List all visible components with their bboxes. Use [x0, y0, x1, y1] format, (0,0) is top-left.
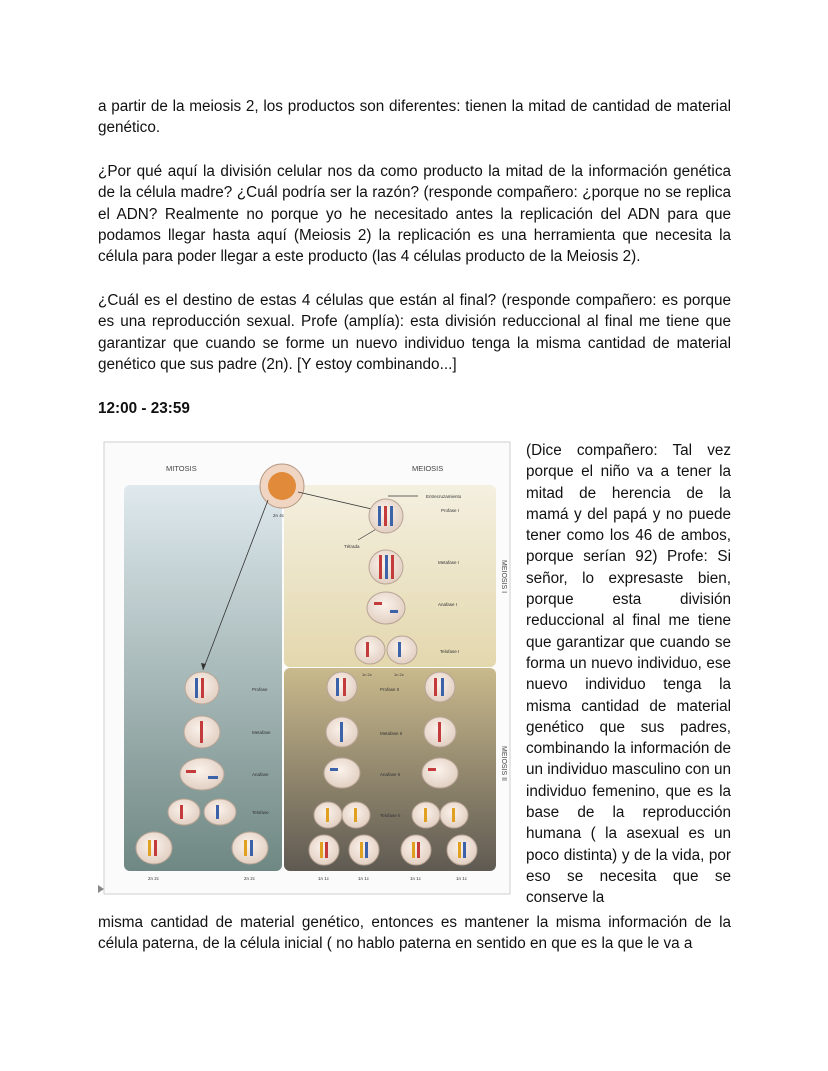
start-cell-label: 2n 4c [273, 513, 285, 518]
tetrada-label: Tétrada [344, 544, 360, 549]
bottom-label-5: 1n 1c [456, 876, 468, 881]
phase-m2-3: Telofase II [380, 813, 401, 818]
phase-m1-0: Profase I [441, 508, 460, 513]
mitosis-meiosis-figure [98, 440, 518, 898]
phase-mit-0: Profase [252, 687, 268, 692]
paragraph-conclusion: misma cantidad de material genético, entonces es mantener la misma información de la célula paterna, de la célula inicial ( no hablo paterna en sentido en que es la que le va a [98, 914, 731, 953]
entrecruzamiento-label: Entrecruzamiento [426, 494, 462, 499]
phase-m2-0: Profase II [380, 687, 400, 692]
bottom-label-3: 1n 1c [358, 876, 370, 881]
bottom-label-0: 2n 2c [148, 876, 160, 881]
phase-m2-1: Metafase II [380, 731, 403, 736]
meiosis-title: MEIOSIS [412, 464, 444, 473]
telo1-left-label: 1n 2c [362, 672, 372, 677]
meiosis1-side-label: MEIOSIS I [500, 560, 507, 594]
phase-m1-2: Anafase I [438, 602, 458, 607]
mitosis-title: MITOSIS [166, 464, 197, 473]
phase-mit-3: Telofase [252, 810, 269, 815]
phase-mit-1: Metafase [252, 730, 271, 735]
bottom-label-2: 1n 1c [318, 876, 330, 881]
time-heading: 12:00 - 23:59 [98, 400, 190, 417]
paragraph-question-destiny: ¿Cuál es el destino de estas 4 células que están al final? (responde compañero: es porque es una reproducción sexual. Profe (amplía): esta división reduccional al final me tiene que garantizar que cuando se forme un nuevo individuo tenga la misma cantidad de material genético que sus padre (2n). [Y estoy combinando...] [98, 292, 731, 373]
paragraph-meiosis2-products: a partir de la meiosis 2, los productos son diferentes: tienen la mitad de cantidad de material genético. [98, 98, 731, 137]
phase-m2-2: Anafase II [380, 772, 401, 777]
bottom-label-1: 2n 2c [244, 876, 256, 881]
meiosis2-side-label: MEIOSIS II [500, 746, 507, 782]
phase-m1-1: Metafase I [438, 560, 460, 565]
phase-mit-2: Anafase [252, 772, 269, 777]
paragraph-question-half-info: ¿Por qué aquí la división celular nos da como producto la mitad de la información genética de la célula madre? ¿Cuál podría ser la razón? (responde compañero: ¿porque no se replica el ADN? Realmente no porque yo he necesitado antes la replicación del ADN para que podamos llegar hasta aquí (Meiosis 2) la replicación es una herramienta que necesita la célula para poder llegar a este producto (las 4 células producto de la Meiosis 2). [98, 163, 731, 266]
play-marker-icon [98, 885, 104, 893]
bottom-label-4: 1n 1c [410, 876, 422, 881]
side-paragraph: (Dice compañero: Tal vez porque el niño va a tener la mitad de herencia de la mamá y del papá y no puede tener como los 46 de ambos, porque serían 92) Profe: Si señor, lo expresaste bien, porque esta división reduccional al final me tiene que garantizar que cuando se forma un nuevo individuo, ese nuevo individuo tenga la misma cantidad de material genético que sus padres, combinando la información de un individuo masculino con un individuo femenino, que es la base de la reproducción humana ( la asexual es un poco distinta) y de la vida, por eso se necesita que se conserve la [526, 442, 731, 907]
telo1-right-label: 1n 2c [394, 672, 404, 677]
start-cell-nucleus [268, 472, 296, 500]
phase-m1-3: Telofase I [440, 649, 460, 654]
